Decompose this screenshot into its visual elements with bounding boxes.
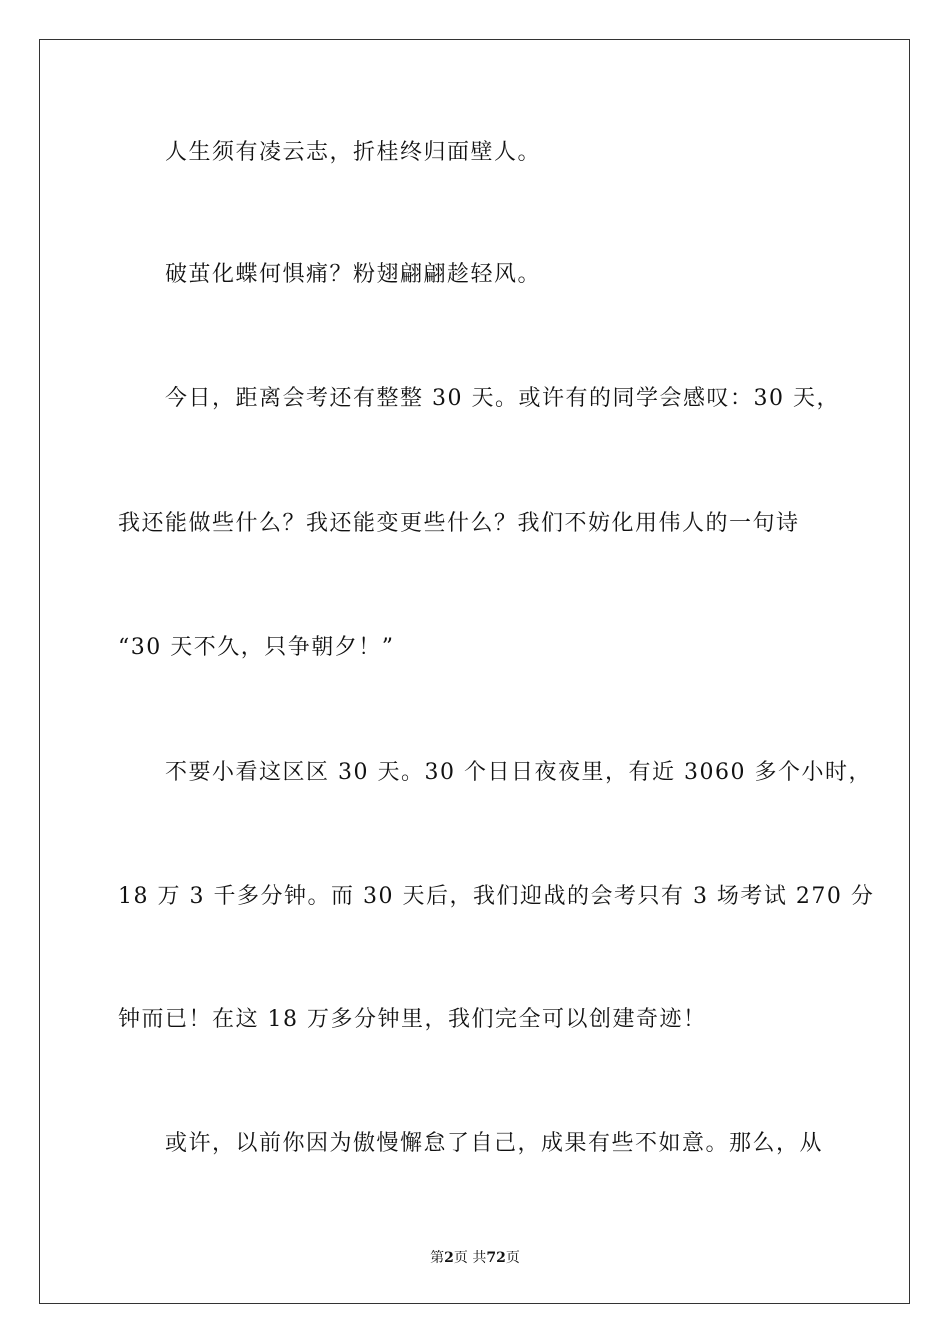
paragraph-line-3: 今日，距离会考还有整整 30 天。或许有的同学会感叹：30 天， <box>165 386 840 411</box>
paragraph-line-1: 人生须有凌云志，折桂终归面壁人。 <box>165 140 542 165</box>
paragraph-line-2: 破茧化蝶何惧痛？粉翅翩翩趁轻风。 <box>165 262 542 287</box>
paragraph-line-5: “30 天不久，只争朝夕！” <box>118 635 395 660</box>
total-page-count: 72 <box>486 1250 506 1266</box>
footer-suffix: 页 <box>505 1250 520 1266</box>
paragraph-line-7: 18 万 3 千多分钟。而 30 天后，我们迎战的会考只有 3 场考试 270 分 <box>118 884 875 909</box>
paragraph-line-9: 或许，以前你因为傲慢懈怠了自己，成果有些不如意。那么，从 <box>165 1131 824 1156</box>
page-footer <box>0 1249 950 1267</box>
footer-middle: 页 共 <box>453 1250 487 1266</box>
paragraph-line-4: 我还能做些什么？我还能变更些什么？我们不妨化用伟人的一句诗 <box>118 511 800 536</box>
page-frame <box>39 39 910 1304</box>
current-page-number: 2 <box>444 1250 454 1266</box>
paragraph-line-6: 不要小看这区区 30 天。30 个日日夜夜里，有近 3060 多个小时， <box>165 760 872 785</box>
paragraph-line-8: 钟而已！在这 18 万多分钟里，我们完全可以创建奇迹！ <box>118 1007 707 1032</box>
footer-prefix: 第 <box>430 1250 445 1266</box>
